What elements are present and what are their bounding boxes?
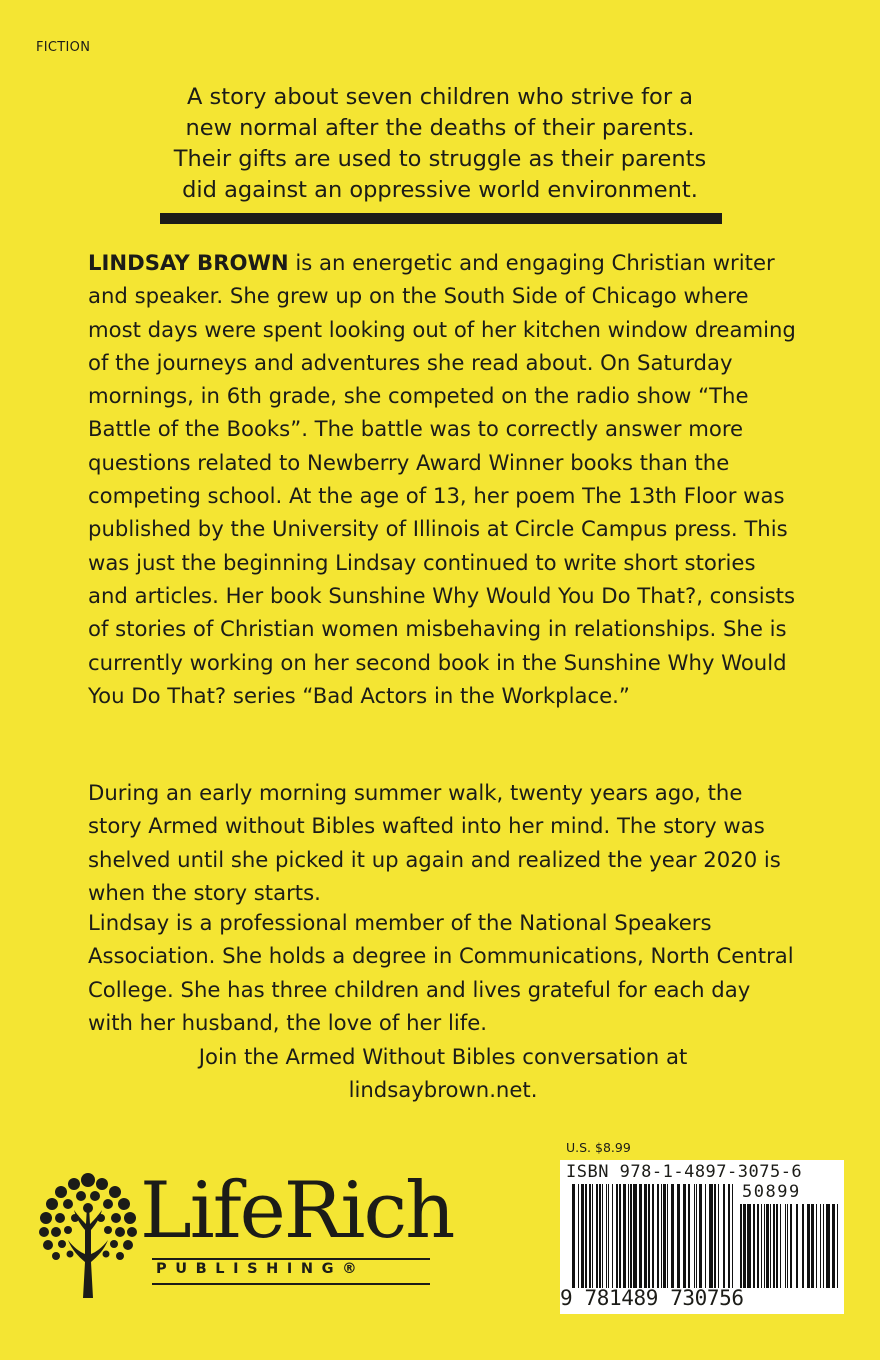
barcode-bar xyxy=(661,1184,662,1288)
tagline-line: Their gifts are used to struggle as their parents xyxy=(173,146,707,172)
barcode-bar xyxy=(648,1184,650,1288)
barcode-bar xyxy=(816,1204,817,1288)
barcode-bar xyxy=(581,1184,584,1288)
price-label: U.S. $8.99 xyxy=(566,1140,631,1155)
barcode-bar xyxy=(688,1184,690,1288)
author-bio-paragraph-3 xyxy=(88,906,798,1039)
barcode-bar xyxy=(705,1184,706,1288)
barcode-bar xyxy=(616,1184,618,1288)
logo-rule-bottom xyxy=(152,1283,430,1285)
join-conversation xyxy=(88,1040,798,1107)
barcode-bar xyxy=(709,1184,713,1288)
barcode-bar xyxy=(599,1184,601,1288)
barcode-bar xyxy=(723,1184,725,1288)
barcode-bar xyxy=(619,1184,621,1288)
bio-text: is an energetic and engaging Christian writer and speaker. She grew up on the South Side of Chicago where most days were spent looking out of her kitchen window dreaming of the journeys and adventures she read about. On Saturday mornings, in 6th grade, she competed on the radio show “The Battle of the Books”. The battle was to correctly answer more questions related to Newberry Award Winner books than the competing school. At the age of 13, her poem The 13th Floor was published by the University of Illinois at Circle Campus press. This was just the beginning Lindsay continued to write short stories and articles. Her book Sunshine Why Would You Do That?, consists of stories of Christian women misbehaving in relationships. She is currently working on her second book in the Sunshine Why Would You Do That? series “Bad Actors in the Workplace.” xyxy=(88,250,796,708)
barcode-bars-main xyxy=(572,1184,736,1288)
addon-number: 50899 xyxy=(742,1182,801,1202)
barcode-bar xyxy=(671,1184,674,1288)
isbn-barcode xyxy=(560,1160,844,1314)
barcode-bar xyxy=(753,1204,755,1288)
barcode-bar xyxy=(589,1184,591,1288)
barcode-bar xyxy=(761,1204,762,1288)
logo-rule-top xyxy=(152,1258,430,1260)
barcode-bar xyxy=(628,1184,629,1288)
author-bio-paragraph-2 xyxy=(88,776,798,909)
barcode-bar xyxy=(592,1184,593,1288)
barcode-bar xyxy=(718,1184,719,1288)
barcode-bar xyxy=(578,1184,579,1288)
barcode-bar xyxy=(740,1204,742,1288)
barcode-bar xyxy=(696,1184,697,1288)
tagline-line: A story about seven children who strive for a xyxy=(186,84,694,110)
barcode-bar xyxy=(764,1204,765,1288)
bio-text: Lindsay is a professional member of the National Speakers Association. She holds a degree in Communications, North Central College. She has three children and lives grateful for each day with her husband, the love of her life. xyxy=(88,910,794,1035)
barcode-bar xyxy=(785,1204,786,1288)
barcode-bar xyxy=(766,1204,769,1288)
barcode-bar xyxy=(596,1184,598,1288)
website-link[interactable]: lindsaybrown.net. xyxy=(348,1077,538,1103)
barcode-bar xyxy=(612,1184,613,1288)
barcode-bar xyxy=(633,1184,637,1288)
barcode-bar xyxy=(807,1204,810,1288)
barcode-bar xyxy=(743,1204,746,1288)
barcode-bar xyxy=(787,1204,788,1288)
genre-label: FICTION xyxy=(36,40,91,55)
tagline-line: did against an oppressive world environment. xyxy=(182,177,698,203)
barcode-bar xyxy=(657,1184,659,1288)
barcode-bar xyxy=(714,1184,716,1288)
barcode-bar xyxy=(699,1184,702,1288)
barcode-bar xyxy=(606,1184,607,1288)
barcode-bar xyxy=(623,1184,626,1288)
barcode-bar xyxy=(773,1204,775,1288)
barcode-bar xyxy=(683,1184,686,1288)
publisher-subtitle: PUBLISHING® xyxy=(156,1261,366,1277)
author-bio-paragraph-1 xyxy=(88,246,798,712)
barcode-bar xyxy=(694,1184,695,1288)
barcode-bar xyxy=(837,1204,838,1288)
barcode-bar xyxy=(823,1204,824,1288)
barcode-bar xyxy=(644,1184,647,1288)
barcode-bar xyxy=(677,1184,680,1288)
barcode-bars-addon xyxy=(740,1204,840,1288)
barcode-bar xyxy=(780,1204,781,1288)
barcode-bar xyxy=(608,1184,609,1288)
barcode-bar xyxy=(572,1184,575,1288)
join-text: Join the Armed Without Bibles conversation at xyxy=(198,1044,688,1069)
barcode-human-readable: 9 781489 730756 xyxy=(560,1286,744,1310)
barcode-bar xyxy=(820,1204,821,1288)
barcode-bar xyxy=(732,1184,733,1288)
barcode-bar xyxy=(667,1184,668,1288)
barcode-bar xyxy=(728,1184,730,1288)
publisher-logo xyxy=(34,1166,454,1298)
barcode-bar xyxy=(832,1204,835,1288)
barcode-bar xyxy=(802,1204,804,1288)
barcode-bar xyxy=(663,1184,666,1288)
barcode-bar xyxy=(585,1184,587,1288)
bio-text: During an early morning summer walk, twenty years ago, the story Armed without Bibles wafted into her mind. The story was shelved until she picked it up again and realized the year 2020 is when the story starts. xyxy=(88,780,781,905)
publisher-wordmark: LifeRich xyxy=(140,1166,454,1256)
author-name: LINDSAY BROWN xyxy=(88,250,289,275)
barcode-bar xyxy=(652,1184,654,1288)
barcode-bar xyxy=(811,1204,814,1288)
barcode-bar xyxy=(790,1204,792,1288)
tagline-line: new normal after the deaths of their parents. xyxy=(185,115,695,141)
divider-rule xyxy=(160,213,722,224)
barcode-bar xyxy=(796,1204,798,1288)
tree-icon xyxy=(34,1170,142,1298)
tagline xyxy=(120,82,760,206)
barcode-bar xyxy=(776,1204,778,1288)
barcode-bar xyxy=(826,1204,830,1288)
barcode-bar xyxy=(770,1204,771,1288)
barcode-bar xyxy=(630,1184,632,1288)
barcode-bar xyxy=(639,1184,642,1288)
barcode-bar xyxy=(757,1204,759,1288)
isbn-text: ISBN 978-1-4897-3075-6 xyxy=(566,1162,803,1182)
barcode-bar xyxy=(602,1184,603,1288)
barcode-bar xyxy=(747,1204,751,1288)
